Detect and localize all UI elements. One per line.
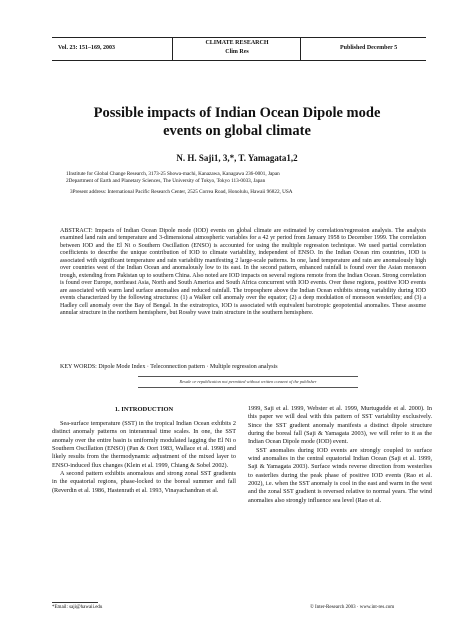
right-column xyxy=(248,405,432,505)
article-title-line-2: events on global climate xyxy=(163,123,311,139)
affiliation-2: 2Department of Earth and Planetary Sciences, The University of Tokyo, Tokyo 113-0033, Japan xyxy=(66,178,266,184)
right-paragraph-2: SST anomalies during IOD events are strongly coupled to surface wind anomalies in the central equatorial Indian Ocean (Saji et al. 1999, Saji & Yamagata 2003). Surface winds reverse direction from westerlies to easterlies during the peak phase of positive IOD events (Rao et al. 2002), i.e. when the SST anomaly is cool in the east and warm in the west and the zonal SST gradient is reversed relative to normal years. The wind anomalies also strongly influence sea level (Rao et al. xyxy=(248,446,432,504)
section-heading-introduction: 1. INTRODUCTION xyxy=(114,406,174,413)
footnote-rule xyxy=(52,602,98,603)
article-title-line-1: Possible impacts of Indian Ocean Dipole mode xyxy=(93,105,381,121)
citation: Vol. 23: 151–169, 2003 xyxy=(58,45,115,51)
affiliation-1: 1Institute for Global Change Research, 3173-25 Showa-machi, Kanazawa, Kanagawa 236-0001, Japan xyxy=(66,171,280,177)
authors: N. H. Saji1, 3,*, T. Yamagata1,2 xyxy=(176,153,298,163)
header-separator-right xyxy=(300,37,301,60)
left-paragraph-1: Sea-surface temperature (SST) in the tropical Indian Ocean exhibits 2 distinct anomaly patterns on interannual time scales. In one, the SST anomaly over the entire basin is uniformly modulated lagging the El Ni o Southern Oscillation (ENSO) (Pan & Oort 1983, Wallace et al. 1998) and likely results from the thermodynamic adjustment of the mixed layer to ENSO-induced flux changes (Klein et al. 1999, Chiang & Sobel 2002). xyxy=(52,420,236,469)
journal-name: CLIMATE RESEARCH xyxy=(205,40,269,46)
left-paragraph-2: A second pattern exhibits anomalous and strong zonal SST gradients in the equatorial regions, phase-locked to the boreal summer and fall (Reverdin et al. 1986, Hastenrath et al. 1993, Vinayachandran et al. xyxy=(52,470,236,494)
journal-abbrev: Clim Res xyxy=(225,49,249,55)
notice-rule-top xyxy=(138,376,358,377)
left-column xyxy=(52,420,236,495)
abstract: ABSTRACT: Impacts of Indian Ocean Dipole mode (IOD) events on global climate are estimated by correlation/regression analysis. The analysis examined land rain and temperature and 3-dimensional atmospheric variables for a 42 yr period from January 1958 to December 1999. The correlation between IOD and the El Ni o Southern Oscillation (ENSO) is accounted for using the multiple regression technique. We used partial correlation coefficients to describe the unique contribution of IOD to climate variability, independent of ENSO. In the Indian Ocean rim countries, IOD is associated with significant temperature and rain variability manifesting 2 large-scale patterns. In one, land temperature and rain are anomalously high over countries west of the Indian Ocean and anomalously low to its east. In the second pattern, enhanced rainfall is found over the Asian monsoon trough, extending from Pakistan up to southern China. Also noted are IOD impacts on several regions remote from the Indian Ocean. Strong correlation is found over Europe, northeast Asia, North and South America and South Africa concurrent with IOD events. Over these regions, positive IOD events are associated with warm land surface anomalies and reduced rainfall. The troposphere above the Indian Ocean exhibits strong variability during IOD events characterized by the following structures: (1) a Walker cell anomaly over the equator; (2) a deep modulation of monsoon westerlies; and (3) a Hadley cell anomaly over the Bay of Bengal. In the extratropics, IOD is associated with equivalent barotropic geopotential anomalies. These assume annular structure in the northern hemisphere, but Rossby wave train structure in the southern hemisphere. xyxy=(60,228,426,316)
header-top-rule xyxy=(52,37,426,38)
article-title xyxy=(40,104,434,140)
affiliation-3: 3Present address: International Pacific Research Center, 2525 Correa Road, Honolulu, Hawaii 96822, USA xyxy=(70,189,293,195)
right-paragraph-1: 1999, Saji et al. 1999, Webster et al. 1999, Murtugudde et al. 2000). In this paper we will deal with this pattern of SST variability exclusively. Since the SST gradient anomaly manifests a distinct dipole structure during the boreal fall (Saji & Yamagata 2003), we will refer to it as the Indian Ocean Dipole mode (IOD) event. xyxy=(248,405,432,446)
notice-rule-bottom xyxy=(138,387,358,388)
keywords: KEY WORDS: Dipole Mode Index · Teleconnection pattern · Multiple regression analysis xyxy=(60,364,278,370)
reproduction-notice: Resale or republication not permitted without written consent of the publisher xyxy=(179,379,317,384)
footnote-email: *Email: saji@hawaii.edu xyxy=(52,605,103,610)
published-date: Published December 5 xyxy=(340,45,398,51)
header-separator-left xyxy=(172,37,173,60)
copyright-notice: © Inter-Research 2003 · www.int-res.com xyxy=(310,605,395,610)
header-bottom-rule xyxy=(52,60,426,61)
